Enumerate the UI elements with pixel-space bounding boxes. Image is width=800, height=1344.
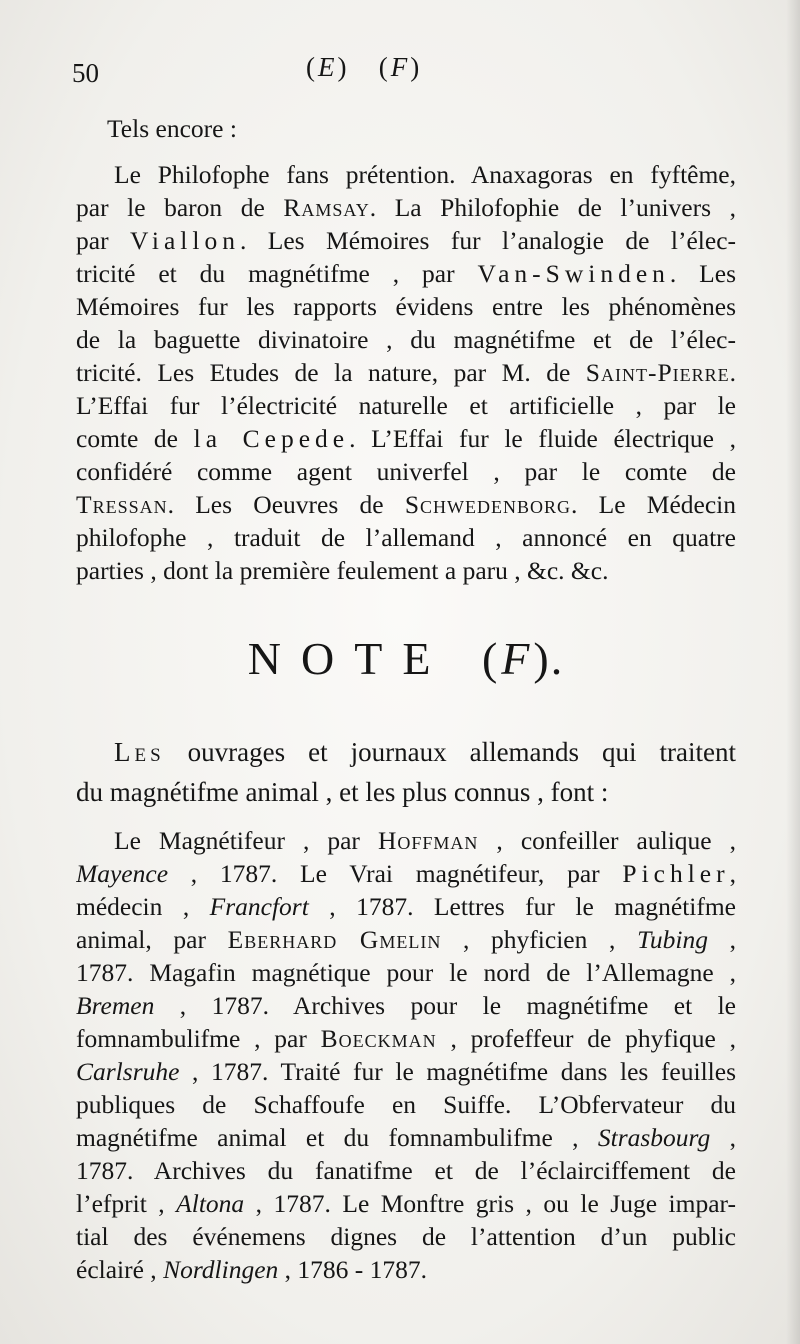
text-line — [76, 422, 736, 455]
text-run: par — [76, 226, 130, 255]
text-line — [76, 1022, 736, 1055]
text-run: . Les — [669, 259, 736, 288]
text-run: Mémoires fur les rapports évidens entre les phénomènes — [76, 292, 736, 321]
text-run: tial des événemens dignes de l’attention d’un public — [76, 1222, 736, 1251]
paragraph-intro-german-works — [76, 732, 736, 812]
text-run: parties , dont la première feulement a paru , &c. &c. — [76, 556, 609, 585]
author-name: Hoffman — [377, 826, 479, 855]
text-run: , 1787. Traité fur le magnétifme dans les feuilles — [179, 1057, 736, 1086]
text-line — [76, 191, 736, 224]
text-line — [76, 1154, 736, 1187]
intro-line: Tels encore : — [107, 114, 237, 143]
text-run: Le Magnétifeur , par — [114, 826, 378, 855]
author-name: Van-Swinden — [477, 259, 670, 288]
text-run: tricité et du magnétifme , par — [76, 259, 478, 288]
text-line — [76, 890, 736, 923]
text-run: , 1787. Le Monftre gris , ou le Juge impar- — [244, 1189, 736, 1218]
text-line — [76, 1220, 736, 1253]
author-name: Boeckman — [320, 1024, 437, 1053]
text-line — [76, 389, 736, 422]
text-run: , — [707, 925, 736, 954]
author-name: Ramsay — [283, 193, 370, 222]
text-run: publiques de Schaffoufe en Suiffe. L’Obfervateur du — [76, 1090, 736, 1119]
place-name: Nordlingen — [163, 1255, 279, 1284]
text-run: 1787. Magafin magnétique pour le nord de l’Allemagne , — [76, 958, 736, 987]
paragraph-works-list — [76, 158, 736, 587]
text-line — [76, 257, 736, 290]
text-line — [76, 290, 736, 323]
text-run: magnétifme animal et du fomnambulifme , — [76, 1123, 598, 1152]
text-run: . Le Médecin — [571, 490, 736, 519]
text-line — [76, 956, 736, 989]
text-run: médecin , — [76, 892, 210, 921]
text-run: , phyficien , — [441, 925, 638, 954]
text-run: confidéré comme agent univerfel , par le comte de — [76, 457, 736, 486]
author-name: Tressan — [76, 490, 168, 519]
text-run: , — [710, 1123, 736, 1152]
text-run: l’efprit , — [76, 1189, 177, 1218]
text-line: du magnétifme animal , et les plus connus , font : — [76, 777, 609, 807]
text-line — [76, 521, 736, 554]
text-line — [76, 323, 736, 356]
text-run: . Les Mémoires fur l’analogie de l’élec- — [239, 226, 736, 255]
text-run: tricité. Les Etudes de la nature, par M. de — [76, 358, 586, 387]
text-run: , — [729, 859, 736, 888]
page-header — [72, 52, 732, 92]
text-run: comte de — [76, 424, 194, 453]
text-run: philofophe , traduit de l’allemand , annoncé en quatre — [76, 523, 736, 552]
text-run: , 1787. Archives pour le magnétifme et le — [154, 991, 736, 1020]
text-line — [76, 488, 736, 521]
text-run: . Les Oeuvres de — [167, 490, 405, 519]
note-heading: NOTE (F). — [247, 633, 565, 684]
page-number: 50 — [72, 58, 99, 88]
text-line — [76, 356, 736, 389]
text-run: , confeiller aulique , — [478, 826, 736, 855]
running-head: (E) (F) — [306, 52, 423, 82]
text-line — [76, 989, 736, 1022]
text-line — [76, 1088, 736, 1121]
text-line — [76, 1121, 736, 1154]
text-line — [76, 1055, 736, 1088]
place-name: Altona — [176, 1189, 245, 1218]
text-run: . La Philofophie de l’univers , — [369, 193, 736, 222]
text-run: L’Effai fur l’électricité naturelle et artificielle , par le — [76, 391, 736, 420]
text-line: Les ouvrages et journaux allemands qui traitent — [114, 737, 736, 767]
text-run: . — [729, 358, 736, 387]
author-name: Schwedenborg — [404, 490, 572, 519]
text-line — [76, 824, 736, 857]
text-line — [76, 857, 736, 890]
text-run: , 1787. Le Vrai magnétifeur, par — [168, 859, 623, 888]
text-line — [76, 1187, 736, 1220]
text-run: animal, par — [76, 925, 228, 954]
author-name: Viallon — [130, 226, 240, 255]
text-run: fomnambulifme , par — [76, 1024, 321, 1053]
text-run: 1787. Archives du fanatifme et de l’éclairciffement de — [76, 1156, 736, 1185]
place-name: Carlsruhe — [76, 1057, 180, 1086]
author-name: la Cepede — [193, 424, 350, 453]
place-name: Francfort — [209, 892, 309, 921]
place-name: Bremen — [76, 991, 155, 1020]
place-name: Tubing — [637, 925, 708, 954]
text-run: par le baron de — [76, 193, 284, 222]
text-run: , 1787. Lettres fur le magnétifme — [308, 892, 736, 921]
author-name: Eberhard Gmelin — [227, 925, 442, 954]
text-line — [76, 455, 736, 488]
text-line — [76, 923, 736, 956]
page-edge-shadow — [786, 0, 800, 1344]
text-line — [76, 224, 736, 257]
place-name: Strasbourg — [597, 1123, 711, 1152]
author-name: Pichler — [622, 859, 730, 888]
text-run: éclairé , — [76, 1255, 164, 1284]
text-line — [76, 554, 736, 587]
paragraph-german-works-list — [76, 824, 736, 1286]
text-line — [76, 158, 736, 191]
text-run: , profeffeur de phyfique , — [436, 1024, 736, 1053]
text-run: . L’Effai fur le fluide électrique , — [349, 424, 736, 453]
text-run: Le Philofophe fans prétention. Anaxagoras en fyftême, — [114, 160, 736, 189]
place-name: Mayence — [76, 859, 169, 888]
text-run: de la baguette divinatoire , du magnétifme et de l’élec- — [76, 325, 736, 354]
text-line — [76, 1253, 736, 1286]
author-name: Saint-Pierre — [585, 358, 730, 387]
text-run: , 1786 - 1787. — [278, 1255, 428, 1284]
